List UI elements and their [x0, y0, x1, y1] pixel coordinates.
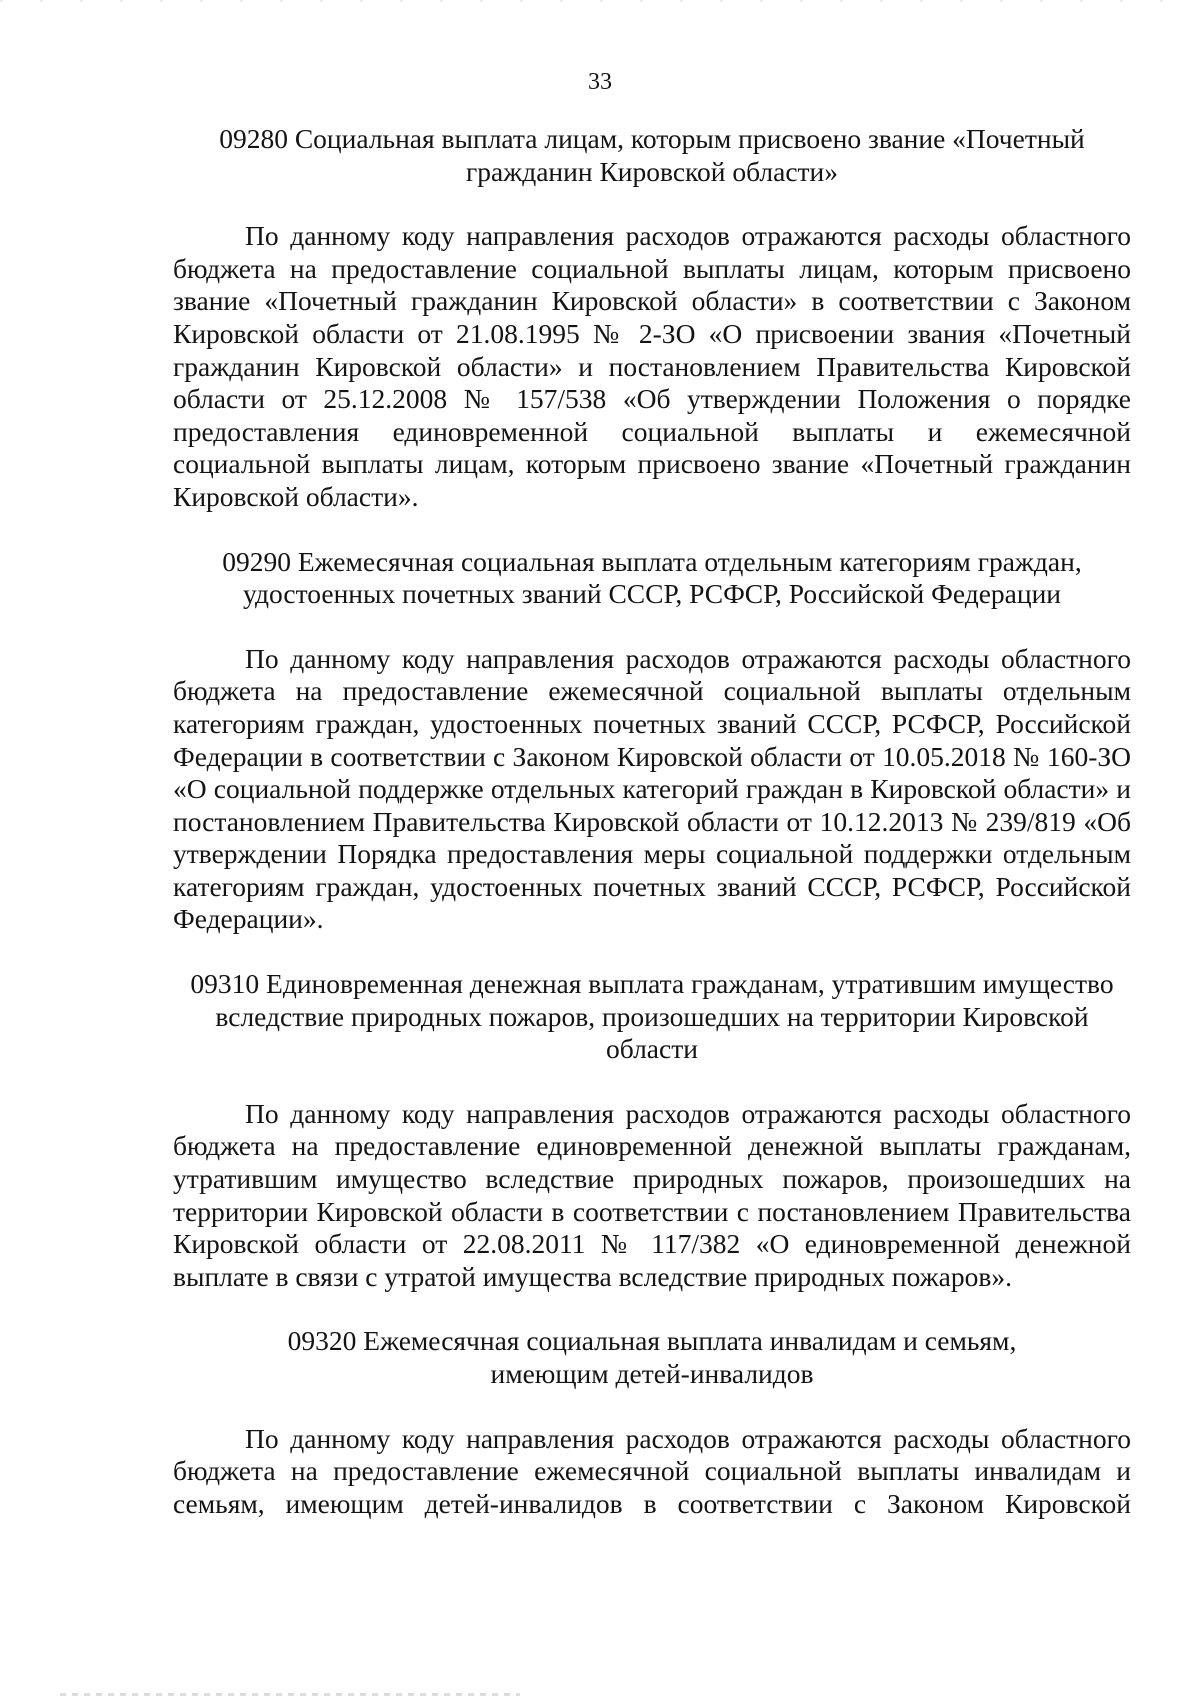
section-heading: 09280 Социальная выплата лицам, которым присвоено звание «Почетный гражданин Кировской области»: [219, 123, 1085, 187]
section-09310: [173, 968, 1131, 1293]
document-body: [173, 123, 1131, 1520]
scan-bottom-edge: [60, 1693, 520, 1696]
section-paragraph: По данному коду направления расходов отражаются расходы областного бюджета на предоставление единовременной денежной выплаты гражданам, утратившим имущество вследствие природных пожаров, произошедших на территории Кировской области в соответствии с постановлением Правительства Кировской области от 22.08.2011 № 117/382 «О единовременной денежной выплате в связи с утратой имущества вследствие природных пожаров».: [173, 1097, 1131, 1292]
scan-top-edge: [0, 0, 1200, 2]
section-heading: 09290 Ежемесячная социальная выплата отдельным категориям граждан, удостоенных почетных званий СССР, РСФСР, Российской Федерации: [222, 545, 1082, 610]
section-paragraph: По данному коду направления расходов отражаются расходы областного бюджета на предоставление социальной выплаты лицам, которым присвоено звание «Почетный гражданин Кировской области» в соответствии с Законом Кировской области от 21.08.1995 № 2-ЗО «О присвоении звания «Почетный гражданин Кировской области» и постановлением Правительства Кировской области от 25.12.2008 № 157/538 «Об утверждении Положения о порядке предоставления единовременной социальной выплаты и ежемесячной социальной выплаты лицам, которым присвоено звание «Почетный гражданин Кировской области».: [173, 220, 1131, 512]
section-paragraph: По данному коду направления расходов отражаются расходы областного бюджета на предоставление ежемесячной социальной выплаты инвалидам и семьям, имеющим детей-инвалидов в соответствии с Законом Кировской: [173, 1422, 1131, 1519]
section-09280: [173, 123, 1131, 514]
section-heading: 09320 Ежемесячная социальная выплата инвалидам и семьям, имеющим детей-инвалидов: [287, 1325, 1017, 1389]
page-number: 33: [588, 69, 612, 95]
section-09320: [173, 1325, 1131, 1520]
section-09290: [173, 546, 1131, 937]
section-paragraph: По данному коду направления расходов отражаются расходы областного бюджета на предоставление ежемесячной социальной выплаты отдельным категориям граждан, удостоенных почетных званий СССР, РСФСР, Российской Федерации в соответствии с Законом Кировской области от 10.05.2018 № 160-ЗО «О социальной поддержке отдельных категорий граждан в Кировской области» и постановлением Правительства Кировской области от 10.12.2013 № 239/819 «Об утверждении Порядка предоставления меры социальной поддержки отдельным категориям граждан, удостоенных почетных званий СССР, РСФСР, Российской Федерации».: [173, 642, 1131, 935]
section-heading: 09310 Единовременная денежная выплата гражданам, утратившим имущество вследствие природных пожаров, произошедших на территории Кировской области: [190, 968, 1114, 1065]
